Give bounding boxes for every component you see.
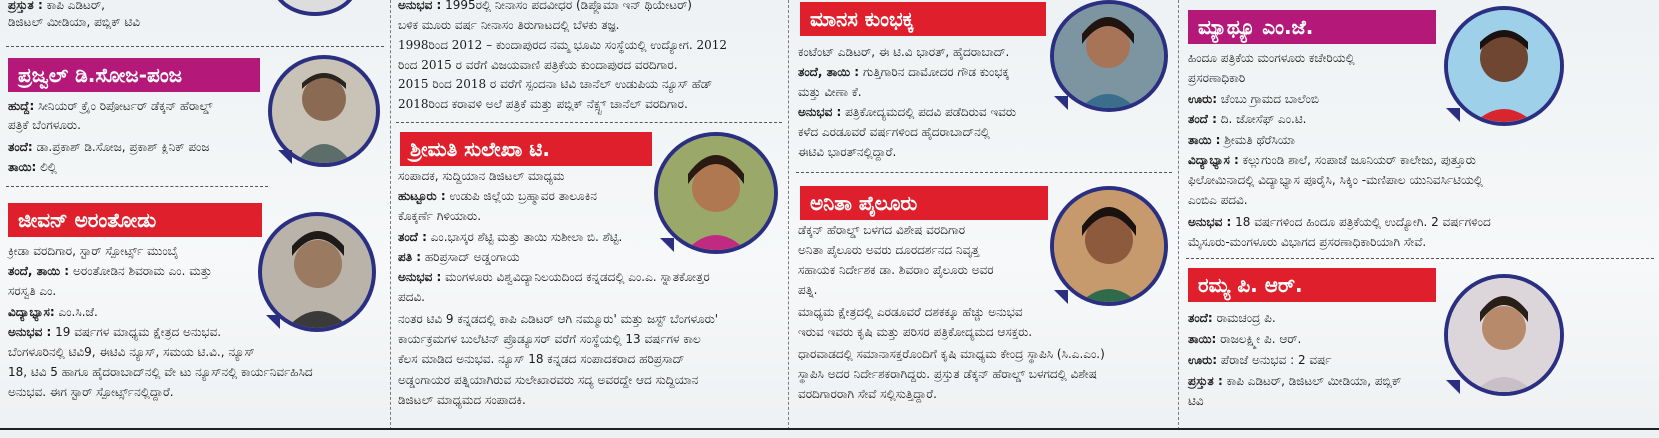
text-line: ಡಿಜಿಟಲ್ ಮಾಧ್ಯಮದ ಸಂಪಾದಕಿ.	[398, 393, 526, 407]
text-line: ಟಿವಿ	[1188, 394, 1204, 408]
column-divider	[390, 0, 391, 430]
text-line: ಅನುಭವ : ಮಂಗಳೂರು ವಿಶ್ವವಿದ್ಯಾನಿಲಯದಿಂದ ಕನ್ನಡದಲ್ಲಿ ಎಂ.ಎ. ಸ್ನಾತಕೋತ್ತರ	[398, 270, 710, 284]
text-line: ಅನಿತಾ ಪೈಲೂರು ಅವರು ದೂರದರ್ಶನದ ನಿವೃತ್ತ	[798, 243, 980, 257]
person-silhouette-icon	[272, 59, 376, 163]
text-line: ರಿಂದ 2015 ರ ವರೆಗೆ ವಿಜಯವಾಣಿ ಪತ್ರಿಕೆಯ ಕುಂದಾಪುರದ ವರದಿಗಾರ.	[398, 58, 678, 72]
column-divider	[788, 0, 789, 430]
text-line: ಪ್ರಸ್ತುತ : ಕಾಪಿ ಎಡಿಟರ್, ಡಿಜಿಟಲ್ ಮೀಡಿಯಾ, ಪಬ್ಲಿಕ್	[1188, 374, 1402, 388]
section-divider	[6, 186, 268, 187]
text-line: ತಂದೆ: ಡಾ.ಪ್ರಕಾಶ್ ಡಿ.ಸೋಜ, ಪ್ರಕಾಶ್ ಕ್ಲಿನಿಕ್ ಪಂಜ	[8, 140, 210, 154]
person-name-banner: ಶ್ರೀಮತಿ ಸುಲೇಖಾ ಟಿ.	[400, 132, 652, 166]
text-line: ಮೈಸೂರು-ಮಂಗಳೂರು ವಿಭಾಗದ ಪ್ರಸರಣಾಧಿಕಾರಿಯಾಗಿ ಸೇವೆ.	[1188, 235, 1427, 249]
person-silhouette-icon	[262, 216, 372, 328]
text-line: ಸರಸ್ವತಿ ಎಂ.	[8, 284, 57, 298]
text-line: ತಂದೆ : ದಿ. ಜೋಸೆಫ್ ಎಂ.ಟಿ.	[1188, 112, 1307, 126]
text-line: ಅನುಭವ : 19 ವರ್ಷಗಳ ಮಾಧ್ಯಮ ಕ್ಷೇತ್ರದ ಅನುಭವ.	[8, 325, 222, 339]
text-line: ಕಂಟೆಂಟ್ ಎಡಿಟರ್, ಈ ಟಿ.ವಿ ಭಾರತ್, ಹೈದರಾಬಾದ್.	[798, 45, 1010, 59]
text-line: ಅನುಭವ : ಪತ್ರಿಕೋದ್ಯಮದಲ್ಲಿ ಪದವಿ ಪಡೆದಿರುವ ಇವರು	[798, 105, 1017, 119]
section-divider	[6, 46, 384, 47]
text-line: ಈಟಿವಿ ಭಾರತ್‌ನಲ್ಲಿದ್ದಾರೆ.	[798, 145, 897, 159]
text-line: ತಾಯಿ: ಲಿಲ್ಲಿ	[8, 160, 57, 174]
person-name-banner: ಜೀವನ್ ಅರಂತೋಡು	[8, 203, 262, 237]
text-line: ಊರು: ಚೆಂಬು ಗ್ರಾಮದ ಬಾಲೆಂಬಿ	[1188, 92, 1319, 106]
column-2	[394, 0, 786, 438]
profile-photo	[1444, 6, 1564, 126]
text-line: ಎಂಬಿಎ ಪದವಿ.	[1188, 193, 1248, 207]
text-line: ಮತ್ತು ವೀಣಾ ಕೆ.	[798, 85, 862, 99]
column-1	[0, 0, 388, 438]
person-name-banner: ಪ್ರಜ್ವಲ್ ಡಿ.ಸೋಜ-ಪಂಜ	[8, 58, 260, 92]
text-line: ಪ್ರಸ್ತುತ : ಕಾಪಿ ಎಡಿಟರ್,	[8, 0, 105, 12]
text-line: ಧಾರವಾಡದಲ್ಲಿ ಸಮಾನಾಸಕ್ತರೊಂದಿಗೆ ಕೃಷಿ ಮಾಧ್ಯಮ ಕೇಂದ್ರ ಸ್ಥಾಪಿಸಿ (ಸಿ.ಎ.ಎಂ.)	[798, 347, 1105, 361]
text-line: ತಾಯಿ : ಶ್ರೀಮತಿ ಥೆರೆಸಿಯಾ	[1188, 133, 1295, 147]
text-line: ಊರು: ಪೆರಾಜೆ ಅನುಭವ : 2 ವರ್ಷ	[1188, 353, 1332, 367]
text-line: ಪತ್ರಿಕೆ ಬೆಂಗಳೂರು.	[8, 118, 81, 132]
person-silhouette-icon	[1448, 278, 1560, 392]
text-line: ಡಿಜಿಟಲ್ ಮೀಡಿಯಾ, ಪಬ್ಲಿಕ್ ಟಿವಿ	[8, 15, 141, 29]
column-divider	[1178, 0, 1179, 430]
person-name-banner: ಮಾನಸ ಕುಂಭಕ್ಕ	[800, 2, 1046, 36]
text-line: ಪ್ರಸರಣಾಧಿಕಾರಿ	[1188, 71, 1246, 85]
person-silhouette-icon	[1054, 190, 1164, 302]
text-line: 2018ರಿಂದ ಕರಾವಳಿ ಅಲೆ ಪತ್ರಿಕೆ ಮತ್ತು ಪಬ್ಲಿಕ್ ನೆಕ್ಸ್ಟ್ ಚಾನೆಲ್ ವರದಿಗಾರ.	[398, 97, 688, 111]
text-line: ತಂದೆ: ರಾಮಚಂದ್ರ ಪಿ.	[1188, 311, 1276, 325]
speech-tail	[1446, 380, 1460, 394]
text-line: ಹುಟ್ಟೂರು : ಉಡುಪಿ ಜಿಲ್ಲೆಯ ಬ್ರಹ್ಮಾವರ ತಾಲೂಕಿನ	[398, 189, 597, 203]
profile-photo	[258, 212, 376, 332]
text-line: ಫಿಲೋಮಿನಾದಲ್ಲಿ ವಿದ್ಯಾಭ್ಯಾಸ ಪೂರೈಸಿ, ಸಿಕ್ಕಿಂ -ಮಣಿಪಾಲ ಯುನಿವರ್ಸಿಟಿಯಲ್ಲಿ	[1188, 173, 1483, 187]
text-line: ಹುದ್ದೆ: ಸೀನಿಯರ್ ಕ್ರೈಂ ರಿಪೋರ್ಟರ್ ಡೆಕ್ಕನ್ ಹೆರಾಲ್ಡ್	[8, 99, 213, 113]
text-line: ಪತಿ : ಹರಿಪ್ರಸಾದ್ ಅಡ್ಡಂಗಾಯ	[398, 250, 520, 264]
section-divider	[1186, 258, 1654, 259]
speech-tail	[1054, 96, 1068, 110]
text-line: ತಂದೆ, ತಾಯಿ : ಗುತ್ತಿಗಾರಿನ ದಾಮೋದರ ಗೌಡ ಕುಂಭಕ್ಕ	[798, 65, 1010, 79]
column-3	[792, 0, 1176, 438]
person-name-banner: ಅನಿತಾ ಪೈಲೂರು	[800, 186, 1048, 220]
text-line: ಕ್ರೀಡಾ ವರದಿಗಾರ, ಸ್ಟಾರ್ ಸ್ಪೋರ್ಟ್ಸ್ ಮುಂಬೈ	[8, 244, 179, 258]
speech-tail	[1446, 108, 1460, 122]
speech-tail	[660, 238, 674, 252]
section-divider	[396, 122, 782, 123]
text-line: ವಿದ್ಯಾಭ್ಯಾಸ : ಕಲ್ಲುಗುಂಡಿ ಶಾಲೆ, ಸಂಪಾಜೆ ಜೂನಿಯರ್ ಕಾಲೇಜು, ಪುತ್ತೂರು	[1188, 153, 1476, 167]
text-line: ನಂತರ ಟಿವಿ 9 ಕನ್ನಡದಲ್ಲಿ ಕಾಪಿ ಎಡಿಟರ್ ಆಗಿ ನಮ್ಮೂರು' ಮತ್ತು ಜಸ್ಟ್ ಬೆಂಗಳೂರು'	[398, 312, 719, 326]
text-line: ಸಹಾಯಕ ನಿರ್ದೇಶಕ ಡಾ. ಶಿವರಾಂ ಪೈಲೂರು ಅವರ	[798, 263, 994, 277]
text-line: ಪದವಿ.	[398, 290, 425, 304]
text-line: ಅನುಭವ : 1995ರಲ್ಲಿ ನೀನಾಸಂ ಪದವೀಧರ (ಡಿಪ್ಲೊಮಾ ಇನ್ ಥಿಯೇಟರ್)	[398, 0, 692, 12]
person-name-banner: ಮ್ಯಾಥ್ಯೂ ಎಂ.ಜೆ.	[1188, 10, 1436, 44]
profile-photo	[1050, 186, 1168, 306]
speech-tail	[266, 315, 280, 329]
text-line: ಡೆಕ್ಕನ್ ಹೆರಾಲ್ಡ್ ಬಳಗದ ವಿಶೇಷ ವರದಿಗಾರ	[798, 223, 966, 237]
column-4	[1182, 0, 1659, 438]
person-silhouette-icon	[1448, 10, 1560, 122]
text-line: ಮಾಧ್ಯಮ ಕ್ಷೇತ್ರದಲ್ಲಿ ಎರಡೂವರೆ ದಶಕಕ್ಕೂ ಹೆಚ್ಚು ಅನುಭವ	[798, 305, 1023, 319]
profile-photo	[1444, 274, 1564, 396]
text-line: ತಂದೆ : ಎಂ.ಭಾಸ್ಕರ ಶೆಟ್ಟಿ ಮತ್ತು ತಾಯಿ ಸುಶೀಲಾ ಬಿ. ಶೆಟ್ಟಿ.	[398, 230, 623, 244]
text-line: ವರದಿಗಾರರಾಗಿ ಸೇವೆ ಸಲ್ಲಿಸುತ್ತಿದ್ದಾರೆ.	[798, 387, 937, 401]
text-line: ಬೆಂಗಳೂರಿನಲ್ಲಿ ಟಿವಿ9, ಈಟಿವಿ ನ್ಯೂಸ್, ಸಮಯ ಟಿ.ವಿ., ನ್ಯೂಸ್	[8, 345, 255, 359]
text-line: ಕೊಕ್ಕರ್ಣೆ ಗಿಳಿಯಾರು.	[398, 209, 482, 223]
profile-photo	[272, 0, 358, 16]
person-name-banner: ರಮ್ಯ ಪಿ. ಆರ್.	[1188, 268, 1436, 302]
text-line: ಸಂಪಾದಕ, ಸುದ್ದಿಯಾನ ಡಿಜಿಟಲ್ ಮಾಧ್ಯಮ	[398, 169, 565, 183]
text-line: ಇರುವ ಇವರು ಕೃಷಿ ಮತ್ತು ಪರಿಸರ ಪತ್ರಿಕೋದ್ಯಮದ ಆಸಕ್ತರು.	[798, 325, 1033, 339]
text-line: ತಾಯಿ: ರಾಜಲಕ್ಷ್ಮೀ ಪಿ. ಆರ್.	[1188, 332, 1302, 346]
text-line: ವಿದ್ಯಾಭ್ಯಾಸ: ಎಂ.ಸಿ.ಜೆ.	[8, 305, 98, 319]
text-line: ಅನುಭವ : 18 ವರ್ಷಗಳಿಂದ ಹಿಂದೂ ಪತ್ರಿಕೆಯಲ್ಲಿ ಉದ್ಯೋಗಿ. 2 ವರ್ಷಗಳಿಂದ	[1188, 215, 1491, 229]
text-line: ತಂದೆ, ತಾಯಿ : ಅರಂತೋಡಿನ ಶಿವರಾಮ ಎಂ. ಮತ್ತು	[8, 264, 212, 278]
person-silhouette-icon	[658, 136, 774, 250]
text-line: ಕಳೆದ ಎರಡೂವರೆ ವರ್ಷಗಳಿಂದ ಹೈದರಾಬಾದ್‌ನಲ್ಲಿ	[798, 125, 990, 139]
text-line: ಬಳಿಕ ಮೂರು ವರ್ಷ ನೀನಾಸಂ ತಿರುಗಾಟದಲ್ಲಿ ಬೆಳಕು ತಜ್ಞ.	[398, 18, 620, 32]
section-divider	[796, 172, 1172, 173]
text-line: 2015 ರಿಂದ 2018 ರ ವರೆಗೆ ಸ್ಪಂದನಾ ಟಿವಿ ಚಾನೆಲ್ ಉಡುಪಿಯ ನ್ಯೂಸ್ ಹೆಡ್	[398, 77, 713, 91]
text-line: ಕಾರ್ಯಕ್ರಮಗಳ ಬುಲೆಟಿನ್ ಪ್ರೊಡ್ಯೂಸರ್ ವರೆಗೆ ಸಂಸ್ಥೆಯಲ್ಲಿ 13 ವರ್ಷಗಳ ಕಾಲ	[398, 332, 701, 346]
text-line: ಪತ್ನಿ.	[798, 283, 818, 297]
text-line: ಕೆಲಸ ಮಾಡಿದ ಅನುಭವ. ನ್ಯೂಸ್ 18 ಕನ್ನಡದ ಸಂಪಾದಕರಾದ ಹರಿಪ್ರಸಾದ್	[398, 352, 685, 366]
text-line: ಅಡ್ಡಂಗಾಯರ ಪತ್ನಿಯಾಗಿರುವ ಸುಲೇಖಾರವರು ಸದ್ಯ ಅವರದ್ದೇ ಆದ ಸುದ್ದಿಯಾನ	[398, 373, 699, 387]
text-line: ಸ್ಥಾಪಿಸಿ ಅದರ ನಿರ್ದೇಶಕರಾಗಿದ್ದರು. ಪ್ರಸ್ತುತ ಡೆಕ್ಕನ್ ಹೆರಾಲ್ಡ್ ಬಳಗದಲ್ಲಿ ವಿಶೇಷ	[798, 367, 1097, 381]
person-silhouette-icon	[1054, 4, 1164, 108]
text-line: ಹಿಂದೂ ಪತ್ರಿಕೆಯ ಮಂಗಳೂರು ಕಚೇರಿಯಲ್ಲಿ	[1188, 51, 1355, 65]
profile-photo	[654, 132, 778, 254]
text-line: 18, ಟಿವಿ 5 ಹಾಗೂ ಹೈದರಾಬಾದ್‌ನಲ್ಲಿ ವೇ ಟು ನ್ಯೂಸ್‌ನಲ್ಲಿ ಕಾರ್ಯನಿರ್ವಹಿಸಿದ	[8, 365, 313, 379]
speech-tail	[278, 150, 292, 164]
text-line: ಅನುಭವ. ಈಗ ಸ್ಟಾರ್ ಸ್ಪೋರ್ಟ್ಸ್‌ನಲ್ಲಿದ್ದಾರೆ.	[8, 385, 174, 399]
text-line: 1998ರಿಂದ 2012 – ಕುಂದಾಪುರದ ನಮ್ಮ ಭೂಮಿ ಸಂಸ್ಥೆಯಲ್ಲಿ ಉದ್ಯೋಗ. 2012	[398, 38, 728, 52]
speech-tail	[1054, 290, 1068, 304]
